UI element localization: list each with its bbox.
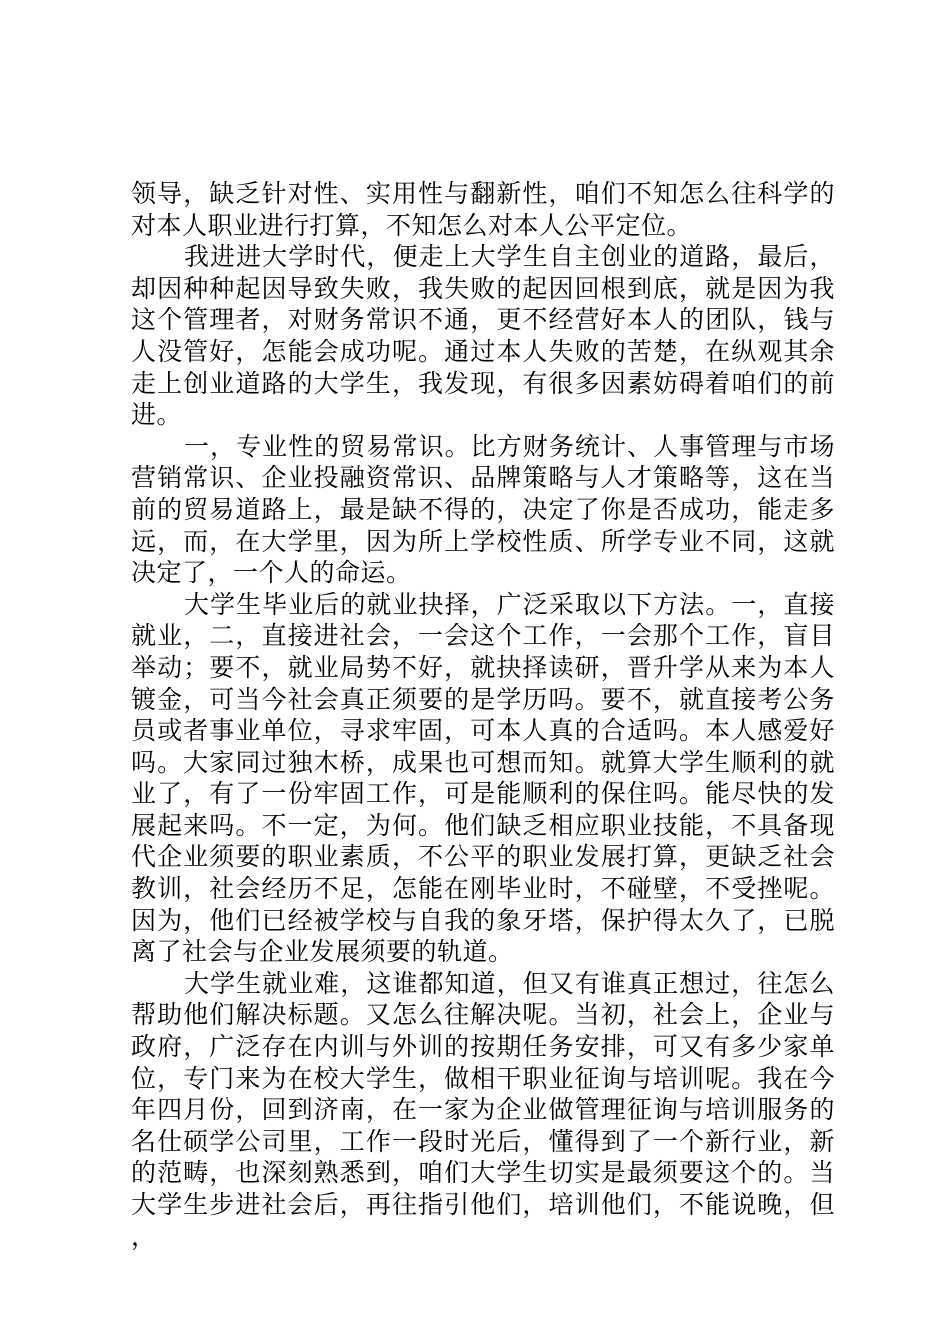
paragraph-3: 一，专业性的贸易常识。比方财务统计、人事管理与市场营销常识、企业投融资常识、品牌策略与人才策略等，这在当前的贸易道路上，最是缺不得的，决定了你是否成功，能走多远，而，在大学里，因为所上学校性质、所学专业不同，这就决定了，一个人的命运。	[131, 431, 835, 588]
paragraph-1: 领导，缺乏针对性、实用性与翻新性，咱们不知怎么往科学的对本人职业进行打算，不知怎么对本人公平定位。	[131, 179, 835, 240]
paragraph-4: 大学生毕业后的就业抉择，广泛采取以下方法。一，直接就业，二，直接进社会，一会这个工作，一会那个工作，盲目举动；要不，就业局势不好，就抉择读研，晋升学从来为本人镀金，可当今社会真正须要的是学历吗。要不，就直接考公务员或者事业单位，寻求牢固，可本人真的合适吗。本人感爱好吗。大家同过独木桥，成果也可想而知。就算大学生顺利的就业了，有了一份牢固工作，可是能顺利的保住吗。能尽快的发展起来吗。不一定，为何。他们缺乏相应职业技能，不具备现代企业须要的职业素质，不公平的职业发展打算，更缺乏社会教训，社会经历不足，怎能在刚毕业时，不碰壁，不受挫呢。因为，他们已经被学校与自我的象牙塔，保护得太久了，已脱离了社会与企业发展须要的轨道。	[131, 589, 835, 967]
document-page	[131, 178, 835, 1252]
paragraph-2: 我进进大学时代，便走上大学生自主创业的道路，最后，却因种种起因导致失败，我失败的起因回根到底，就是因为我这个管理者，对财务常识不通，更不经营好本人的团队，钱与人没管好，怎能会成功呢。通过本人失败的苦楚，在纵观其余走上创业道路的大学生，我发现，有很多因素妨碍着咱们的前进。	[131, 242, 835, 430]
paragraph-5: 大学生就业难，这谁都知道，但又有谁真正想过，往怎么帮助他们解决标题。又怎么往解决呢。当初，社会上，企业与政府，广泛存在内训与外训的按期任务安排，可又有多少家单位，专门来为在校大学生，做相干职业征询与培训呢。我在今年四月份，回到济南，在一家为企业做管理征询与培训服务的名仕硕学公司里，工作一段时光后，懂得到了一个新行业，新的范畴，也深刻熟悉到，咱们大学生切实是最须要这个的。当大学生步进社会后，再往指引他们，培训他们，不能说晚，但，	[131, 968, 835, 1251]
